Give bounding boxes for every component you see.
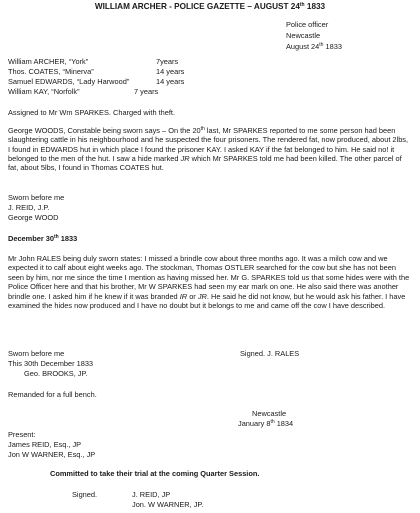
prisoner-age: 14 years xyxy=(156,77,185,86)
woods-signature: George WOOD xyxy=(8,213,59,222)
brand-mark: JR xyxy=(197,291,207,301)
prisoner-name: William ARCHER, “York” xyxy=(8,57,89,66)
title-year: 1833 xyxy=(304,2,326,11)
header-date: August 24th 1833 xyxy=(286,42,342,51)
header-role: Police officer xyxy=(286,20,329,29)
woods-sworn: Sworn before me xyxy=(8,193,65,202)
title-sup: th xyxy=(299,2,305,8)
jan-place: Newcastle xyxy=(252,409,287,418)
brand-mark: IR xyxy=(179,291,188,301)
present-label: Present: xyxy=(8,430,36,439)
prisoner-name: Thos. COATES, “Minerva” xyxy=(8,67,94,76)
committed-line: Committed to take their trial at the coming Quarter Session. xyxy=(50,469,260,478)
present-justice: Jon W WARNER, Esq., JP xyxy=(8,450,96,459)
rales-jp: Geo. BROOKS, JP. xyxy=(24,369,88,378)
remanded-line: Remanded for a full bench. xyxy=(8,390,97,399)
rales-signature: Signed. J. RALES xyxy=(240,349,300,358)
jan-date: January 8th 1834 xyxy=(238,419,294,428)
signed-label: Signed. xyxy=(72,490,98,499)
final-signature: J. REID, JP xyxy=(132,490,171,499)
title-text: WILLIAM ARCHER - POLICE GAZETTE – AUGUST 24 xyxy=(94,2,300,11)
prisoner-name: Samuel EDWARDS, “Lady Harwood” xyxy=(8,77,130,86)
present-justice: James REID, Esq., JP xyxy=(8,440,82,449)
header-place: Newcastle xyxy=(286,31,321,40)
woods-jp: J. REID, J.P. xyxy=(8,203,50,212)
rales-date: This 30th December 1833 xyxy=(8,359,94,368)
brand-mark: JR xyxy=(180,153,190,163)
prisoner-name: William KAY, “Norfolk” xyxy=(8,87,80,96)
section-heading-dec30: December 30th 1833 xyxy=(8,234,78,243)
prisoner-age: 7years xyxy=(156,57,179,66)
woods-statement: George WOODS, Constable being sworn says – On the 20th last, Mr SPARKES reported to me some person had been slaughtering cattle in his neighbourhood and he suspected the four prisoners. The rendered fat, now produced, about 2lbs, I found in EDWARDS hut in which place I found the prisoner KAY. I asked KAY if the fat belonged to him. He said no! it belonged to the men of the hut. I saw a hide marked JR which Mr SPARKES told me had been killed. The other parcel of fat, about 5lbs, I found in Thomas COATES hut. xyxy=(8,126,409,172)
final-signature: Jon. W WARNER, JP. xyxy=(132,500,204,509)
document-title xyxy=(0,2,420,12)
assigned-line: Assigned to Mr Wm SPARKES. Charged with theft. xyxy=(8,108,176,117)
prisoner-age: 14 years xyxy=(156,67,185,76)
prisoner-age: 7 years xyxy=(134,87,159,96)
rales-sworn: Sworn before me xyxy=(8,349,65,358)
rales-statement: Mr John RALES being duly sworn states: I missed a brindle cow about three months ago. It was a milch cow and we expected it to calf about eight weeks ago. The stockman, Thomas OSTLER searched for the cow but she has not been seen by him, nor me since the time I mention as having missed her. Mr G. SPARKES told us that some hides were with the Police Officer here and that his brother, Mr W SPARKES had seen my ear mark on one. He also said there was another brindle one. I asked him if he knew if it was branded IR or JR. He said he did not know, but he would ask his father. I have examined the hides now produced and I have no doubt but it belongs to me and came off the cow I have described. xyxy=(8,254,410,311)
